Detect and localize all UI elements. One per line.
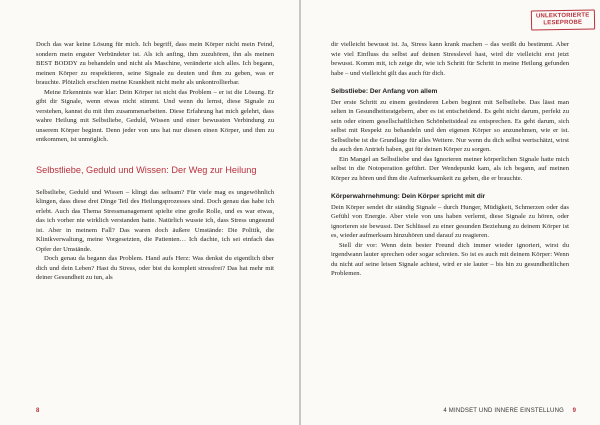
paragraph: Doch das war keine Lösung für mich. Ich begriff, dass mein Körper nicht mein Feind, sondern mein engster Verbündeter ist. Als ich anfing, ihm zuzuhören, ihn als meinen BEST BODDY zu behandeln und nicht als Maschine, veränderte sich alles. Ich begann, meinen Körper zu respektieren, seine Signale zu deuten und ihm zu geben, was er brauchte. Plötzlich erschien meine Krankheit nicht mehr als unkontrollierbar. [36, 41, 274, 86]
stamp-line: UNLEKTORIERTE [535, 12, 589, 20]
right-page [301, 0, 600, 425]
left-page [0, 0, 299, 425]
paragraph: Der erste Schritt zu einem gesünderen Leben beginnt mit Selbstliebe. Das lässt man selten in Gesundheitsratgebern, aber es ist entscheidend. Es geht nicht darum, perfekt zu sein oder einem gesellschaftlichen Schönheitsideal zu entsprechen. Es geht darum, sich selbst mit Respekt zu behandeln und den eigenen Körper so anzunehmen, wie er ist. Selbstliebe ist die Grundlage für alles Weitere. Nur wenn du dich selbst wertschätzt, wirst du auch den Antrieb haben, gut für deinen Körper zu sorgen. [331, 98, 569, 153]
paragraph: Dein Körper sendet dir ständig Signale – durch Hunger, Müdigkeit, Schmerzen oder das Gefühl von Energie. Aber viele von uns haben verlernt, diese Signale zu hören, oder ignorieren sie bewusst. Der Schlüssel zu einer gesunden Beziehung zu deinem Körper ist es, wieder aufmerksam hinzuhören und darauf zu reagieren. [331, 203, 569, 239]
paragraph: Stell dir vor: Wenn dein bester Freund dich immer wieder ignoriert, wirst du irgendwann lauter sprechen oder sogar schreien. So ist es auch mit deinem Körper: Wenn du nicht auf seine leisen Signale achtest, wird er sie lauter – bis hin zu gesundheitlichen Problemen. [331, 241, 569, 277]
paragraph: Ein Mangel an Selbstliebe und das Ignorieren meiner körperlichen Signale hatte mich selbst in die Notoperation geführt. Der Wendepunkt kam, als ich begann, auf meinen Körper zu hören und ihm die Aufmerksamkeit zu geben, die er brauchte. [331, 155, 569, 182]
paragraph: Meine Erkenntnis war klar: Dein Körper ist nicht das Problem – er ist die Lösung. Er gibt dir Signale, wenn etwas nicht stimmt. Und wenn du lernst, diese Signale zu verstehen, kannst du mit ihm zusammenarbeiten. Diese Erfahrung hat mich gelehrt, dass wahre Heilung mit Selbstliebe, Geduld, Wissen und einer bewussten Verbindung zu unserem Körper beginnt. Denn jeder von uns hat nur diesen einen Körper, und ihm zu entkommen, ist unmöglich. [36, 88, 274, 143]
subheading: Körperwahrnehmung: Dein Körper spricht mit dir [331, 193, 486, 200]
subheading: Selbstliebe: Der Anfang von allem [331, 88, 438, 95]
stamp-line: LESEPROBE [542, 19, 582, 27]
page-number: 8 [36, 408, 40, 414]
page-number: 9 [572, 408, 576, 414]
left-text-column [36, 40, 274, 283]
running-head: 4 MINDSET UND INNERE EINSTELLUNG [443, 408, 564, 414]
paragraph: dir vielleicht bewusst ist. Ja, Stress kann krank machen – das weißt du bestimmt. Aber wie viel Einfluss du selbst auf deinen Stresslevel hast, wird dir vielleicht erst jetzt bewusst. Komm mit, ich zeige dir, wie ich Schritt für Schritt in meine Heilung gefunden habe – und vielleicht gilt das auch für dich. [331, 41, 569, 77]
paragraph: Doch genau da begann das Problem. Hand aufs Herz: Was denkst du eigentlich über dich und dein Leben? Hast du Stress, oder bist du komplett stressfrei? Das hat mehr mit deiner Gesundheit zu tun, als [36, 255, 274, 281]
paragraph: Selbstliebe, Geduld und Wissen – klingt das seltsam? Für viele mag es ungewöhnlich klingen, dass diese drei Dinge Teil des Heilungsprozesses sind. Doch genau das habe ich erlebt. Auch das Thema Stressmanagement spielte eine große Rolle, und es war etwas, das ich vorher nie wirklich verstanden hatte. Natürlich wusste ich, dass Stress ungesund ist. Aber in meinem Fall? Das waren doch äußere Umstände: Die Politik, die Klinikverwaltung, meine Vorgesetzten, die Patienten… Ich dachte, ich sei einfach das Opfer der Umstände. [36, 188, 274, 253]
proof-stamp [530, 9, 594, 30]
right-text-column [331, 40, 569, 279]
section-heading: Selbstliebe, Geduld und Wissen: Der Weg zur Heilung [36, 164, 257, 175]
